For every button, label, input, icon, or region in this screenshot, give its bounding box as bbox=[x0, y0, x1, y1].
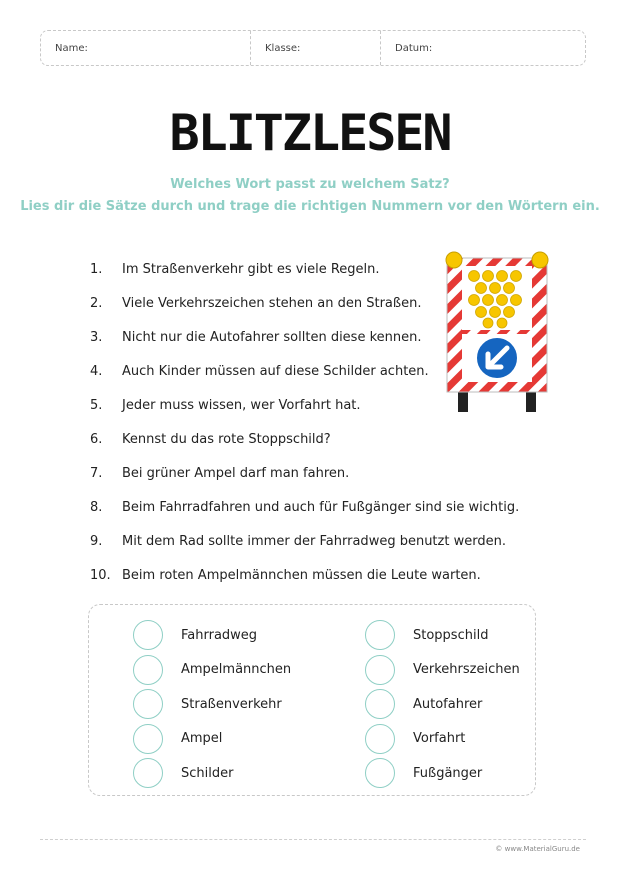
word-row bbox=[365, 722, 520, 757]
word-label: Fußgänger bbox=[413, 765, 483, 781]
word-row bbox=[365, 687, 520, 722]
sentence-text: Bei grüner Ampel darf man fahren. bbox=[122, 465, 350, 481]
word-label: Autofahrer bbox=[413, 696, 483, 712]
word-label: Ampelmännchen bbox=[181, 662, 292, 678]
footer-copyright: © www.MaterialGuru.de bbox=[495, 845, 580, 853]
word-row bbox=[365, 653, 520, 688]
word-label: Verkehrszeichen bbox=[413, 662, 520, 678]
date-label: Datum: bbox=[395, 42, 433, 54]
word-row bbox=[133, 756, 291, 791]
class-field[interactable] bbox=[251, 31, 381, 65]
answer-circle[interactable] bbox=[365, 689, 395, 719]
word-label: Stoppschild bbox=[413, 627, 489, 643]
answer-circle[interactable] bbox=[365, 758, 395, 788]
word-row bbox=[133, 653, 291, 688]
answer-circle[interactable] bbox=[365, 655, 395, 685]
sentence-number: 10. bbox=[90, 567, 111, 583]
word-row bbox=[365, 618, 520, 653]
answer-circle[interactable] bbox=[365, 620, 395, 650]
word-label: Vorfahrt bbox=[413, 731, 466, 747]
footer-divider bbox=[40, 839, 586, 840]
word-label: Ampel bbox=[181, 731, 223, 747]
word-answer-box bbox=[88, 604, 536, 796]
date-field[interactable] bbox=[381, 31, 585, 65]
sentence-item bbox=[90, 422, 519, 456]
answer-circle[interactable] bbox=[133, 655, 163, 685]
sentence-text: Viele Verkehrszeichen stehen an den Straßen. bbox=[122, 295, 422, 311]
answer-circle[interactable] bbox=[133, 724, 163, 754]
word-row bbox=[133, 618, 291, 653]
sentence-number: 5. bbox=[90, 397, 103, 413]
word-column-right bbox=[365, 618, 520, 791]
answer-circle[interactable] bbox=[133, 758, 163, 788]
answer-circle[interactable] bbox=[365, 724, 395, 754]
word-label: Schilder bbox=[181, 765, 234, 781]
name-field[interactable] bbox=[41, 31, 251, 65]
word-row bbox=[133, 687, 291, 722]
subtitle-question: Welches Wort passt zu welchem Satz? bbox=[170, 177, 450, 192]
sentence-text: Kennst du das rote Stoppschild? bbox=[122, 431, 331, 447]
sentence-number: 8. bbox=[90, 499, 103, 515]
sentence-item bbox=[90, 490, 519, 524]
header-box bbox=[40, 30, 586, 66]
subtitle-instruction: Lies dir die Sätze durch und trage die richtigen Nummern vor den Wörtern ein. bbox=[20, 199, 600, 214]
sentence-number: 3. bbox=[90, 329, 103, 345]
answer-circle[interactable] bbox=[133, 689, 163, 719]
sentence-text: Im Straßenverkehr gibt es viele Regeln. bbox=[122, 261, 380, 277]
word-label: Fahrradweg bbox=[181, 627, 258, 643]
sentence-number: 2. bbox=[90, 295, 103, 311]
class-label: Klasse: bbox=[265, 42, 301, 54]
answer-circle[interactable] bbox=[133, 620, 163, 650]
word-row bbox=[365, 756, 520, 791]
sentence-item bbox=[90, 558, 519, 592]
sentence-text: Nicht nur die Autofahrer sollten diese kennen. bbox=[122, 329, 422, 345]
page-title: BLITZLESEN bbox=[169, 104, 451, 162]
sentence-text: Jeder muss wissen, wer Vorfahrt hat. bbox=[122, 397, 361, 413]
sentence-text: Auch Kinder müssen auf diese Schilder achten. bbox=[122, 363, 429, 379]
name-label: Name: bbox=[55, 42, 88, 54]
sentence-number: 7. bbox=[90, 465, 103, 481]
sentence-number: 1. bbox=[90, 261, 103, 277]
sentence-item bbox=[90, 524, 519, 558]
word-label: Straßenverkehr bbox=[181, 696, 282, 712]
sentence-text: Beim Fahrradfahren und auch für Fußgänger sind sie wichtig. bbox=[122, 499, 520, 515]
sentence-number: 4. bbox=[90, 363, 103, 379]
sentence-number: 9. bbox=[90, 533, 103, 549]
sentence-text: Beim roten Ampelmännchen müssen die Leute warten. bbox=[122, 567, 481, 583]
word-column-left bbox=[133, 618, 291, 791]
word-row bbox=[133, 722, 291, 757]
roadwork-barrier-illustration bbox=[444, 248, 550, 416]
sentence-text: Mit dem Rad sollte immer der Fahrradweg benutzt werden. bbox=[122, 533, 506, 549]
corner-lamp-icon bbox=[532, 252, 548, 268]
corner-lamp-icon bbox=[446, 252, 462, 268]
sentence-item bbox=[90, 456, 519, 490]
sentence-number: 6. bbox=[90, 431, 103, 447]
